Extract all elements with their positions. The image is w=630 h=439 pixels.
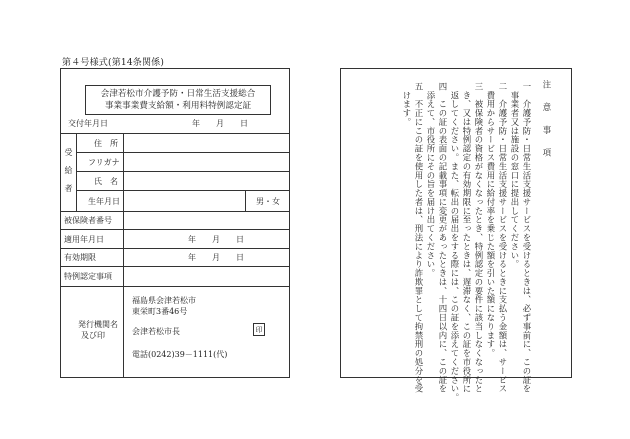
divider <box>245 190 246 211</box>
note-line: 返してください。また、転出の届出をする際には、この証を添えてください。 <box>450 82 460 403</box>
recipient-label: 受給者 <box>64 148 73 202</box>
note-line: 一 介護予防・日常生活支援サービスを受けるときは、必ず事前に、この証を <box>522 82 532 394</box>
divider <box>76 133 77 211</box>
note-line: 二 介護予防・日常生活支援サービスを受けるときに支払う金額は、サービス <box>498 82 508 394</box>
divider <box>76 152 290 153</box>
expiry-value: 年 月 日 <box>188 253 244 262</box>
divider <box>60 229 290 230</box>
certificate-title-line2: 事業事業費支給額・利用料特例認定証 <box>104 101 252 111</box>
divider <box>123 133 124 286</box>
form-number-label: 第４号様式(第14条関係) <box>62 58 165 68</box>
notes-heading: 注 意 事 項 <box>542 80 552 160</box>
address-label: 住 所 <box>94 139 118 148</box>
note-line: 三 被保険者の資格がなくなったとき、特例認定の要件に該当しなくなったと <box>474 82 484 394</box>
divider <box>60 211 290 212</box>
note-line: 添えて、市役所にその旨を届け出てください。 <box>426 82 436 278</box>
divider <box>60 133 290 134</box>
note-line: けます。 <box>402 82 412 127</box>
issuer-phone: 電話(0242)39－1111(代) <box>132 350 228 359</box>
issuer-mayor: 会津若松市長 <box>132 327 180 336</box>
certificate-title-line1: 会津若松市介護予防・日常生活支援総合 <box>100 89 256 99</box>
effective-date-value: 年 月 日 <box>188 235 244 244</box>
note-line: 費用からサービス費用に給付率を乗じた額を引いた額になります。 <box>486 82 496 358</box>
certificate-title-box <box>85 85 271 115</box>
divider <box>76 171 290 172</box>
seal-box: 印 <box>253 323 265 336</box>
divider <box>123 286 124 378</box>
divider <box>76 190 290 191</box>
birthdate-label: 生年月日 <box>88 197 120 206</box>
divider <box>60 248 290 249</box>
divider <box>60 266 290 267</box>
effective-date-label: 適用年月日 <box>64 235 104 244</box>
issue-date-label: 交付年月日 <box>68 119 108 128</box>
issue-date-value: 年 月 日 <box>192 119 248 128</box>
expiry-label: 有効期限 <box>64 253 96 262</box>
note-line: 五 不正にこの証を使用した者は、刑法により詐欺罪として拘禁刑の処分を受 <box>414 82 424 394</box>
divider <box>60 286 290 287</box>
issuer-label-line2: 及び印 <box>81 331 105 340</box>
issuer-label-line1: 発行機関名 <box>78 320 118 329</box>
issuer-address-line2: 東栄町3番46号 <box>132 307 188 316</box>
issuer-address-line1: 福島県会津若松市 <box>132 296 196 305</box>
note-line: き、又は特例認定の有効期限に至ったときは、遅滞なく、この証を市役所に <box>462 82 472 394</box>
name-label: 氏 名 <box>94 177 118 186</box>
note-line: 事業者又は施設の窓口に提出してください。 <box>510 82 520 269</box>
furigana-label: フリガナ <box>88 158 120 167</box>
note-line: 四 この証の表面の記載事項に変更があったときは、十四日以内に、この証を <box>438 82 448 394</box>
special-items-label: 特例認定事項 <box>64 272 112 281</box>
gender-value: 男・女 <box>256 197 280 206</box>
insured-number-label: 被保険者番号 <box>64 216 112 225</box>
